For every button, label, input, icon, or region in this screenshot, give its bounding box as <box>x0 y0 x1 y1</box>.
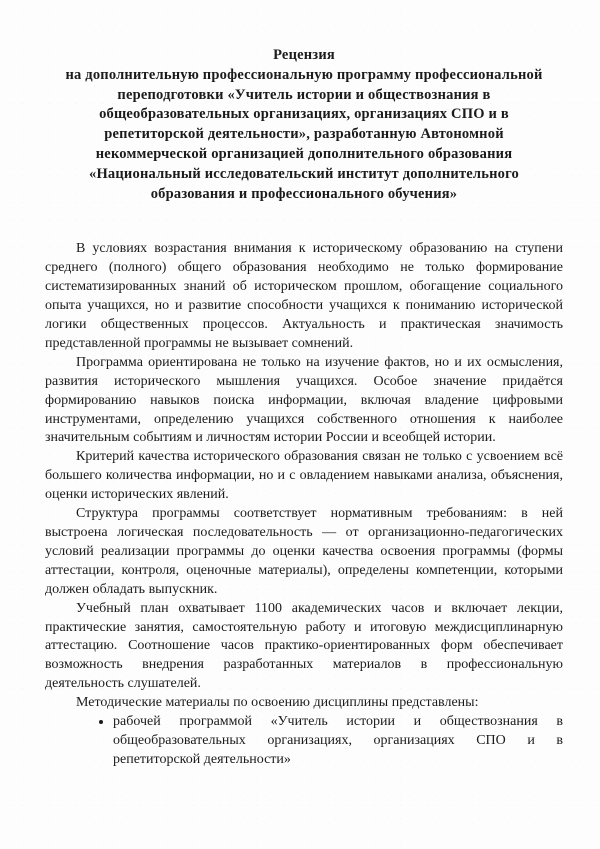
methodical-materials-list <box>45 713 563 770</box>
paragraph-program-structure: Структура программы соответствует нормативным требованиям: в ней выстроена логическая последовательность — от организационно-педагогических условий реализации программы до оценки качества освоения программы (формы аттестации, контроля, оценочные материалы), определены компетенции, которыми должен обладать выпускник. <box>45 506 563 597</box>
paragraph-quality-criterion: Критерий качества исторического образования связан не только с усвоением всё большего количества информации, но и с овладением навыками анализа, объяснения, оценки исторических явлений. <box>45 449 563 503</box>
document-body <box>45 240 563 769</box>
list-item-working-program: • рабочей программой «Учитель истории и обществознания в общеобразовательных организациях, организациях СПО и в репетиторской деятельности» <box>113 713 563 770</box>
paragraph-relevance: В условиях возрастания внимания к историческому образованию на ступени среднего (полного) общего образования необходимо не только формирование систематизированных знаний об историческом прошлом, обогащение социального опыта учащихся, но и развитие способности учащихся к пониманию исторической логики общественных процессов. Актуальность и практическая значимость представленной программы не вызывает сомнений. <box>45 241 563 351</box>
document-title: Рецензия <box>273 47 335 63</box>
paragraph-methodical-materials-intro: Методические материалы по освоению дисциплины представлены: <box>76 695 479 711</box>
paragraph-curriculum-hours: Учебный план охватывает 1100 академических часов и включает лекции, практические занятия, самостоятельную работу и итоговую междисциплинарную аттестацию. Соотношение часов практико-ориентированных форм обеспечивает возможность внедрения разработанных материалов в профессиональную деятельность слушателей. <box>45 600 563 692</box>
paragraph-program-orientation: Программа ориентирована не только на изучение фактов, но и их осмысления, развития исторического мышления учащихся. Особое значение придаётся формированию навыков поиска информации, включая владение цифровыми инструментами, определению учащихся собственного отношения к наиболее значительным событиям и личностям истории России и всеобщей истории. <box>45 354 563 446</box>
document-subtitle: на дополнительную профессиональную программу профессиональной переподготовки «Учитель истории и обществознания в общеобразовательных организациях, организациях СПО и в репетиторской деятельности», разработанную Автономной некоммерческой организацией дополнительного образования «Национальный исследовательский институт дополнительного образования и профессионального обучения» <box>65 66 543 202</box>
